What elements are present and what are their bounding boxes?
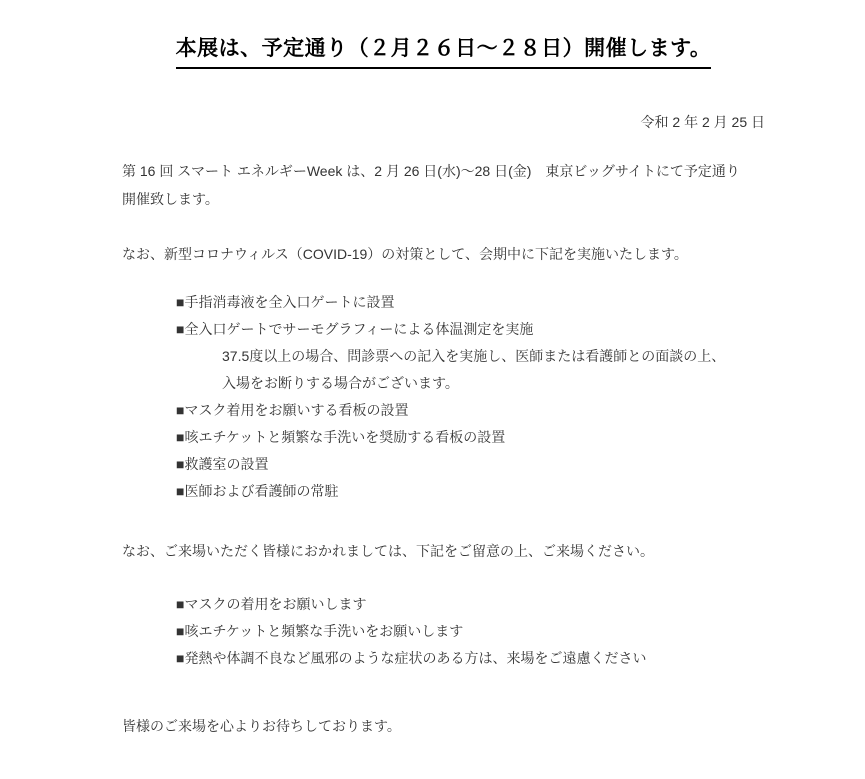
- measures-intro: なお、新型コロナウィルス（COVID-19）の対策として、会期中に下記を実施いたします。: [122, 246, 688, 263]
- notice-item: ■マスクの着用をお願いします: [176, 596, 367, 613]
- notice-item: ■咳エチケットと頻繁な手洗いをお願いします: [176, 623, 464, 640]
- issue-date: 令和 2 年 2 月 25 日: [640, 114, 765, 131]
- notices-list: [122, 591, 765, 672]
- measure-item: ■全入口ゲートでサーモグラフィーによる体温測定を実施: [176, 321, 534, 338]
- intro-line-1: 第 16 回 スマート エネルギーWeek は、2 月 26 日(水)～28 日(金) 東京ビッグサイトにて予定通り: [122, 163, 740, 180]
- intro-paragraph: [122, 157, 765, 213]
- measure-item: ■マスク着用をお願いする看板の設置: [176, 402, 409, 419]
- measure-sub-item: 37.5度以上の場合、問診票への記入を実施し、医師または看護師との面談の上、: [222, 348, 726, 365]
- measure-sub-item: 入場をお断りする場合がございます。: [222, 375, 459, 392]
- measure-item: ■救護室の設置: [176, 456, 269, 473]
- measure-item: ■医師および看護師の常駐: [176, 483, 339, 500]
- title-container: [122, 0, 765, 69]
- notice-item: ■発熱や体調不良など風邪のような症状のある方は、来場をご遠慮ください: [176, 650, 647, 667]
- measures-list: [122, 289, 765, 505]
- notice-intro: なお、ご来場いただく皆様におかれましては、下記をご留意の上、ご来場ください。: [122, 543, 654, 560]
- intro-line-2: 開催致します。: [122, 191, 219, 208]
- closing-paragraph: 皆様のご来場を心よりお待ちしております。: [122, 718, 401, 735]
- measure-item: ■手指消毒液を全入口ゲートに設置: [176, 294, 395, 311]
- page-title: 本展は、予定通り（２月２６日～２８日）開催します。: [176, 36, 712, 69]
- measure-item: ■咳エチケットと頻繁な手洗いを奨励する看板の設置: [176, 429, 506, 446]
